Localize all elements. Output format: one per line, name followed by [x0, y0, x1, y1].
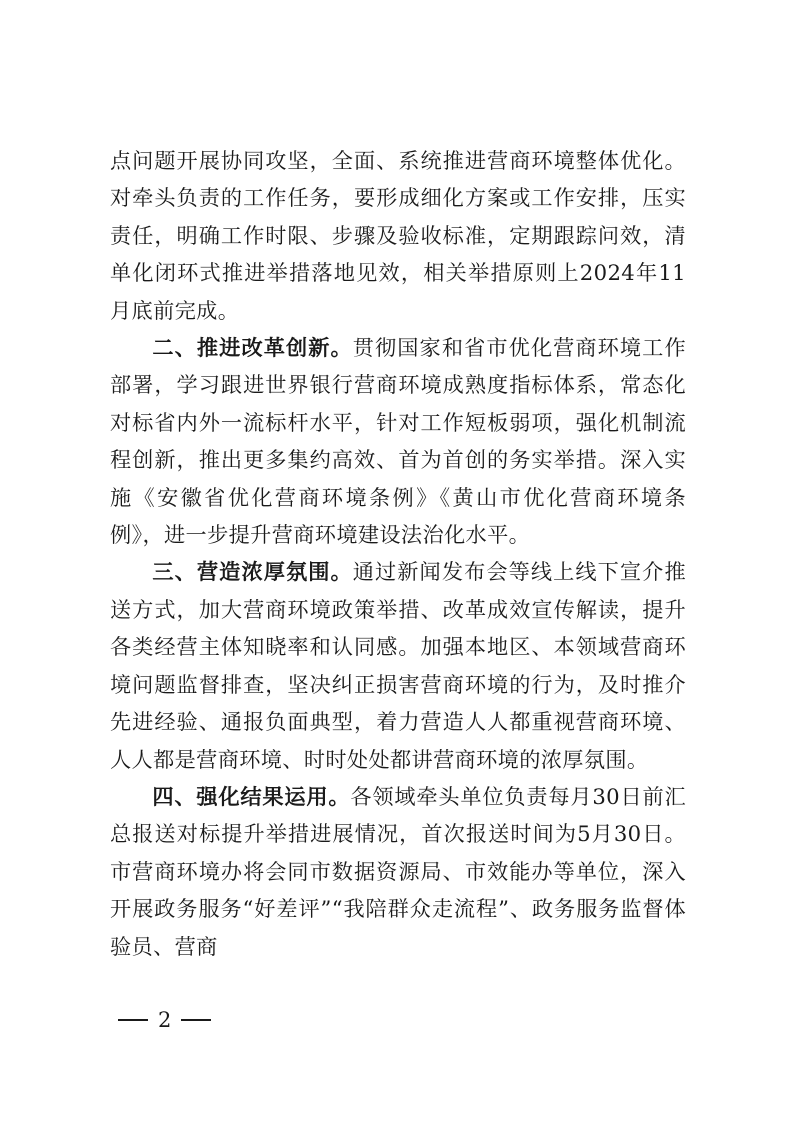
paragraph-text: 通过新闻发布会等线上线下宣介推送方式，加大营商环境政策举措、改革成效宣传解读，提升各类经营主体知晓率和认同感。加强本地区、本领域营商环境问题监督排查，坚决纠正损害营商环境的行为，及时推介先进经验、通报负面典型，着力营造人人都重视营商环境、人人都是营商环境、时时处处都讲营商环境的浓厚氛围。 [110, 559, 686, 772]
document-body [110, 142, 686, 965]
paragraph-reform-innovation [110, 329, 686, 553]
paragraph-continuation [110, 142, 686, 329]
left-dash [118, 1019, 148, 1021]
paragraph-text: 贯彻国家和省市优化营商环境工作部署，学习跟进世界银行营商环境成熟度指标体系，常态化对标省内外一流标杆水平，针对工作短板弱项，强化机制流程创新，推出更多集约高效、首为首创的务实举措。深入实施《安徽省优化营商环境条例》《黄山市优化营商环境条例》，进一步提升营商环境建设法治化水平。 [110, 335, 686, 548]
section-heading-results-application: 四、强化结果运用。 [152, 783, 351, 809]
paragraph-results-application [110, 778, 686, 965]
page-number: 2 [158, 1008, 172, 1032]
page-footer [118, 1006, 211, 1034]
paragraph-text: 点问题开展协同攻坚，全面、系统推进营商环境整体优化。对牵头负责的工作任务，要形成细化方案或工作安排，压实责任，明确工作时限、步骤及验收标准，定期跟踪问效，清单化闭环式推进举措落地见效，相关举措原则上2024年11月底前完成。 [110, 148, 686, 323]
right-dash [181, 1019, 211, 1021]
paragraph-atmosphere [110, 553, 686, 777]
section-heading-atmosphere: 三、营造浓厚氛围。 [152, 559, 353, 585]
section-heading-reform-innovation: 二、推进改革创新。 [152, 335, 353, 361]
paragraph-text: 各领域牵头单位负责每月30日前汇总报送对标提升举措进展情况，首次报送时间为5月30日。市营商环境办将会同市数据资源局、市效能办等单位，深入开展政务服务“好差评”“我陪群众走流程”、政务服务监督体验员、营商 [110, 783, 686, 959]
